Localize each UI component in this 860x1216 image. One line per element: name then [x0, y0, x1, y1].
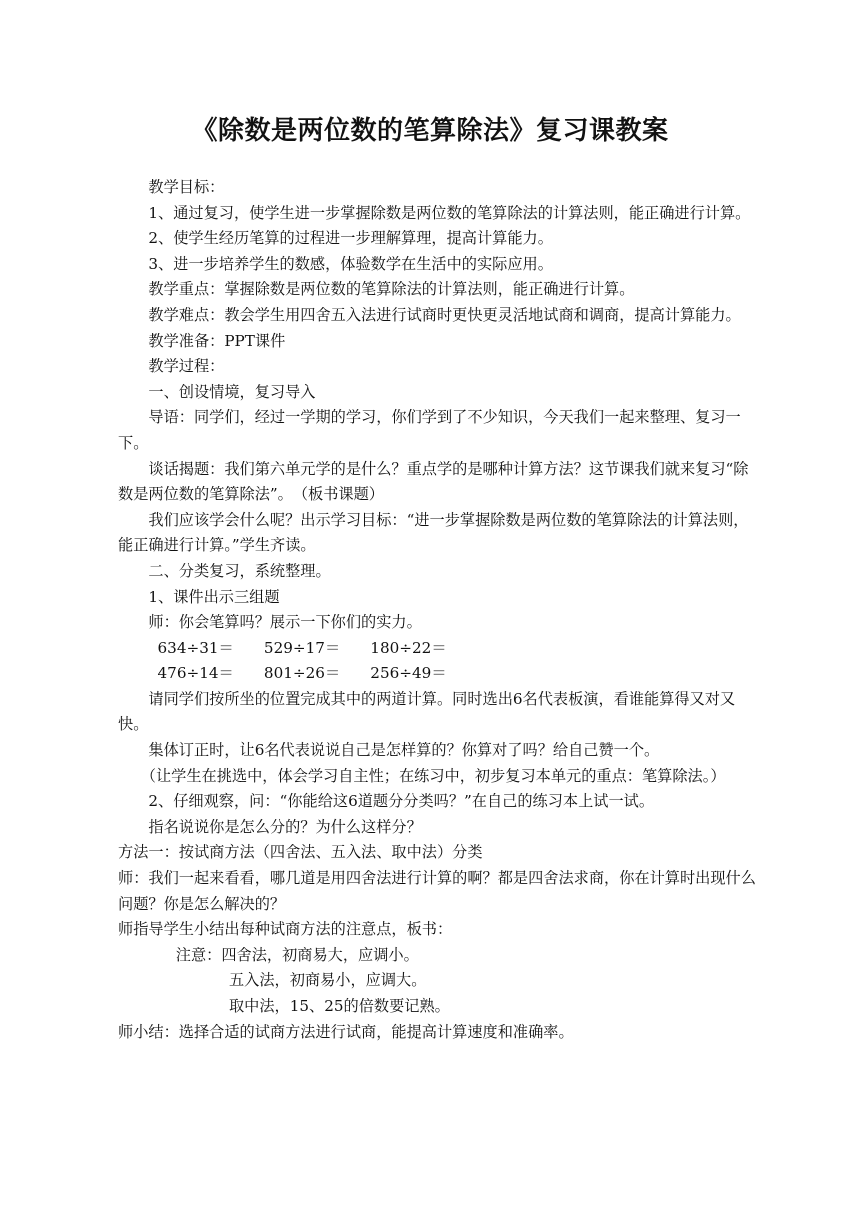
learning-goal-paragraph: 我们应该学会什么呢？出示学习目标：“进一步掌握除数是两位数的笔算除法的计算法则，能正确进行计算。”学生齐读。 — [118, 510, 749, 555]
topic-paragraph: 谈话揭题：我们第六单元学的是什么？重点学的是哪种计算方法？这节课我们就来复习“除数是两位数的笔算除法”。 （板书课题） — [118, 459, 749, 504]
board-note-1: 注意：四舍法，初商易大，应调小。 — [175, 945, 419, 964]
goal-1: 1、通过复习，使学生进一步掌握除数是两位数的笔算除法的计算法则，能正确进行计算。 — [148, 203, 751, 222]
teacher-prompt-2: 师：我们一起来看看，哪几道是用四舍法进行计算的啊？都是四舍法求商，你在计算时出现什么问题？你是怎么解决的？ — [118, 869, 756, 913]
document-title: 《除数是两位数的笔算除法》复习课教案 — [191, 116, 669, 146]
method-1: 方法一：按试商方法（四舍法、五入法、取中法）分类 — [118, 843, 483, 862]
practice-paragraph: 请同学们按所坐的位置完成其中的两道计算。同时选出6名代表板演，看谁能算得又对又快。 — [118, 689, 736, 734]
equation-row-2 — [118, 661, 760, 687]
guide-paragraph: 师指导学生小结出每种试商方法的注意点，板书： — [118, 920, 453, 939]
item-2: 2、仔细观察，问：“你能给这6道题分分类吗？”在自己的练习本上试一试。 — [148, 792, 655, 811]
section-2-heading: 二、分类复习，系统整理。 — [148, 561, 331, 580]
equation: 801÷26＝ — [263, 664, 341, 683]
equation: 256÷49＝ — [370, 664, 447, 683]
equation-row-1 — [118, 636, 760, 662]
board-note-3: 取中法，15、25的倍数要记熟。 — [228, 997, 450, 1015]
teacher-prompt-1: 师：你会笔算吗？展示一下你们的实力。 — [148, 613, 422, 632]
process-heading: 教学过程： — [148, 357, 225, 376]
goal-2: 2、使学生经历笔算的过程进一步理解算理，提高计算能力。 — [148, 229, 553, 248]
note-paragraph: （让学生在挑选中，体会学习自主性；在练习中，初步复习本单元的重点：笔算除法。） — [140, 766, 726, 785]
key-point: 教学重点：掌握除数是两位数的笔算除法的计算法则，能正确进行计算。 — [148, 280, 635, 299]
document-body — [118, 175, 760, 1045]
correction-paragraph: 集体订正时，让6名代表说说自己是怎样算的？你算对了吗？给自己赞一个。 — [148, 741, 660, 760]
ask-paragraph: 指名说说你是怎么分的？为什么这样分？ — [148, 817, 422, 836]
equation: 476÷14＝ — [157, 664, 234, 683]
equation: 180÷22＝ — [370, 638, 447, 657]
equation: 529÷17＝ — [263, 638, 341, 657]
goal-heading: 教学目标： — [148, 178, 225, 196]
item-1: 1、课件出示三组题 — [148, 587, 280, 606]
intro-paragraph: 导语：同学们，经过一学期的学习，你们学到了不少知识，今天我们一起来整理、复习一下。 — [118, 408, 741, 452]
equation: 634÷31＝ — [157, 638, 234, 657]
board-note-2: 五入法，初商易小，应调大。 — [228, 971, 427, 990]
summary-paragraph: 师小结：选择合适的试商方法进行试商，能提高计算速度和准确率。 — [118, 1022, 574, 1041]
goal-3: 3、进一步培养学生的数感，体验数学在生活中的实际应用。 — [148, 254, 553, 273]
preparation: 教学准备：PPT课件 — [148, 331, 286, 350]
section-1-heading: 一、创设情境，复习导入 — [148, 382, 316, 401]
difficulty: 教学难点：教会学生用四舍五入法进行试商时更快更灵活地试商和调商，提高计算能力。 — [148, 305, 741, 324]
